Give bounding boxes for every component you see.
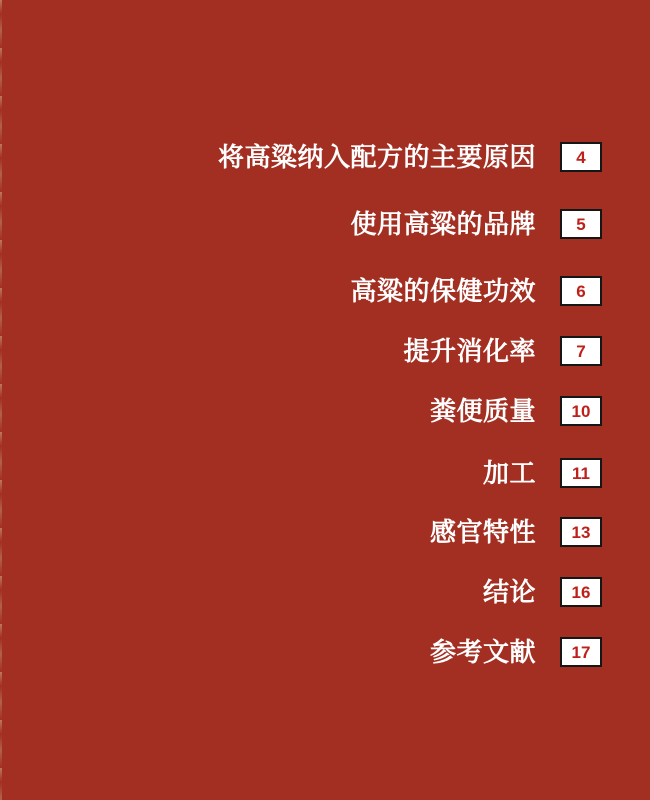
toc-item-label: 高粱的保健功效: [350, 276, 536, 306]
page-number-box: [560, 276, 602, 306]
toc-item-label: 提升消化率: [403, 336, 536, 366]
page-number: 7: [576, 341, 586, 361]
toc-item-label: 参考文献: [429, 637, 536, 667]
toc-row-digestibility[interactable]: [0, 334, 602, 368]
toc-row-references[interactable]: [0, 635, 602, 669]
toc-row-conclusion[interactable]: [0, 575, 602, 609]
toc-row-brands-using-sorghum[interactable]: [0, 207, 602, 241]
toc-row-processing[interactable]: [0, 456, 602, 490]
page-number: 6: [576, 281, 586, 301]
page-number-box: [560, 458, 602, 488]
toc-item-label: 将高粱纳入配方的主要原因: [217, 142, 536, 172]
page-number: 13: [571, 522, 591, 542]
page-number-box: [560, 209, 602, 239]
toc-item-label: 加工: [482, 458, 536, 488]
page-number: 4: [576, 147, 586, 167]
page-number-box: [560, 142, 602, 172]
toc-row-stool-quality[interactable]: [0, 394, 602, 428]
toc-row-health-benefits[interactable]: [0, 274, 602, 308]
page-number-box: [560, 517, 602, 547]
toc-item-label: 粪便质量: [429, 396, 536, 426]
page-number-box: [560, 396, 602, 426]
toc-item-label: 感官特性: [429, 517, 536, 547]
page-number-box: [560, 336, 602, 366]
page-number-box: [560, 577, 602, 607]
toc-row-sensory-properties[interactable]: [0, 515, 602, 549]
page-number: 17: [571, 642, 591, 662]
toc-row-main-reasons[interactable]: [0, 140, 602, 174]
toc-item-label: 结论: [482, 577, 536, 607]
page-number: 5: [576, 214, 586, 234]
toc-item-label: 使用高粱的品牌: [350, 209, 536, 239]
page-number: 11: [572, 463, 590, 483]
page-number-box: [560, 637, 602, 667]
page-number: 16: [571, 582, 591, 602]
page-number: 10: [571, 401, 591, 421]
